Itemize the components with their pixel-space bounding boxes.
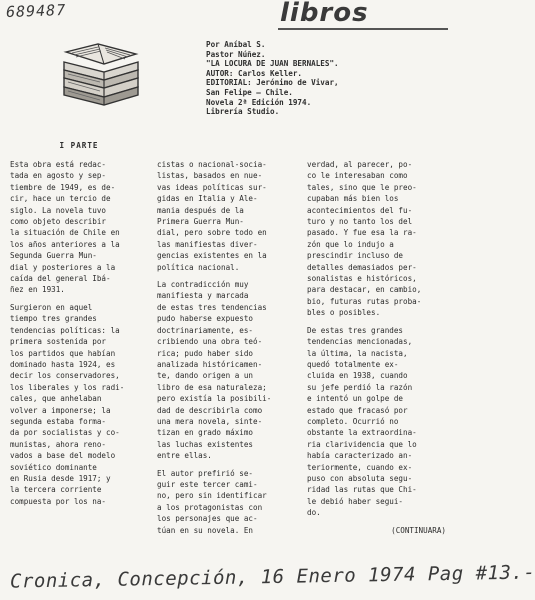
text-line: do. <box>307 508 321 518</box>
text-line: tizan en grado máximo <box>157 428 254 438</box>
text-line: la tercera corriente <box>10 485 102 495</box>
text-line: los años anteriores a la <box>10 239 120 249</box>
bibliography-line: AUTOR: Carlos Keller. <box>206 68 303 78</box>
text-line: dominado hasta 1924, es <box>10 359 116 369</box>
text-line: vas ideas políticas sur- <box>157 182 267 192</box>
stack-of-books-icon <box>58 40 144 108</box>
text-line: decir los conservadores, <box>10 371 120 381</box>
text-line: los liberales y los radi- <box>10 382 125 392</box>
bibliography-line: San Felipe — Chile. <box>206 87 293 97</box>
bibliography-line: Por Aníbal S. <box>206 40 266 49</box>
text-line: soviético dominante <box>10 462 97 472</box>
text-line: detalles demasiados per- <box>307 262 417 272</box>
text-line: turo y no tanto los del <box>307 217 413 227</box>
text-line: a los protagonistas con <box>157 502 263 512</box>
text-line: sonalistas e históricos, <box>307 274 417 284</box>
text-line: cistas o nacional-socia- <box>157 160 267 169</box>
text-line: vados a base del modelo <box>10 451 116 461</box>
text-line: segunda estaba forma- <box>10 416 107 426</box>
text-line: teriormente, cuando ex- <box>307 462 413 472</box>
text-line: De estas tres grandes <box>307 325 404 335</box>
bibliography-line: Pastor Núñez. <box>206 49 266 59</box>
text-line: en Rusia desde 1917; y <box>10 473 111 483</box>
text-line: cales, que anhelaban <box>10 394 102 404</box>
masthead <box>278 2 448 30</box>
text-line: mania después de la <box>157 205 244 215</box>
bibliography-line: "LA LOCURA DE JUAN BERNALES". <box>206 59 339 69</box>
text-line: verdad, al parecer, po- <box>307 160 413 169</box>
text-line: La contradicción muy <box>157 280 249 290</box>
text-line: munistas, ahora reno- <box>10 439 107 449</box>
text-line: tiempo tres grandes <box>10 314 97 324</box>
text-line: tada en agosto y sep- <box>10 171 107 181</box>
text-line: siglo. La novela tuvo <box>10 205 107 215</box>
text-line: le debió haber segui- <box>307 496 404 506</box>
text-line: dad de describirla como <box>157 405 263 415</box>
text-line: cribiendo una obra teó- <box>157 337 263 347</box>
text-line: guir este tercer cami- <box>157 479 258 489</box>
text-line: analizada históricamen- <box>157 359 263 369</box>
text-line: los personajes que ac- <box>157 514 258 524</box>
handwritten-catalog-number: 689487 <box>5 0 67 22</box>
text-line: quedó totalmente ex- <box>307 359 399 369</box>
text-line: tendencias mencionadas, <box>307 337 413 347</box>
text-line: gencias existentes en la <box>157 251 267 261</box>
continuation-note: (CONTINUARA) <box>391 525 446 535</box>
text-line: su jefe perdió la razón <box>307 382 413 392</box>
article-column-2 <box>157 159 300 536</box>
text-line: pero existía la posibili- <box>157 394 272 404</box>
text-line: volver a imponerse; la <box>10 405 111 415</box>
text-line: El autor prefirió se- <box>157 468 254 478</box>
text-line: Segunda Guerra Mun- <box>10 251 97 261</box>
text-line: una mera novela, sinte- <box>157 416 263 426</box>
text-line: Surgieron en aquel <box>10 302 93 312</box>
text-line: política nacional. <box>157 262 240 272</box>
text-line: te, dando origen a un <box>157 371 254 381</box>
text-line: tales, sino que le preo- <box>307 182 417 192</box>
bibliography-line: EDITORIAL: Jerónimo de Vivar, <box>206 78 339 88</box>
text-line: puso con absoluta segu- <box>307 473 413 483</box>
bibliography-line: Novela 2ª Edición 1974. <box>206 97 312 107</box>
text-line: ridad las rutas que Chi- <box>307 485 417 495</box>
text-line: las luchas existentes <box>157 439 254 449</box>
text-line: gidas en Italia y Ale- <box>157 194 258 204</box>
text-line: e intentó un golpe de <box>307 394 404 404</box>
text-line: dial y posteriores a la <box>10 262 116 272</box>
text-line: prescindir incluso de <box>307 251 404 261</box>
text-line: zón que lo indujo a <box>307 239 394 249</box>
text-line: tiembre de 1949, es de- <box>10 182 116 192</box>
article-column-3 <box>307 159 446 536</box>
article-column-1 <box>10 140 148 507</box>
bibliography-line: Librería Studio. <box>206 107 280 117</box>
text-line: da por socialistas y co- <box>10 428 120 438</box>
text-line: para destacar, en cambio, <box>307 285 422 295</box>
text-line: rica; pudo haber sido <box>157 348 254 358</box>
bibliographic-details <box>206 40 442 117</box>
text-line: cupaban más bien los <box>307 194 399 204</box>
text-line: no, pero sin identificar <box>157 491 267 501</box>
text-line: ñez en 1931. <box>10 285 65 295</box>
text-line: bio, futuras rutas proba- <box>307 296 422 306</box>
text-line: Esta obra está redac- <box>10 160 107 169</box>
text-line: manifiesta y marcada <box>157 291 249 301</box>
handwritten-source-note: Cronica, Concepción, 16 Enero 1974 Pag #13.- <box>9 561 535 593</box>
text-line: pudo haberse expuesto <box>157 314 254 324</box>
text-line: doctrinariamente, es- <box>157 325 254 335</box>
text-line: como objeto describir <box>10 217 107 227</box>
text-line: de estas tres tendencias <box>157 302 267 312</box>
text-line: libro de esa naturaleza; <box>157 382 267 392</box>
section-title: libros <box>280 0 369 28</box>
text-line: ria clarividencia que lo <box>307 439 417 449</box>
text-line: la situación de Chile en <box>10 228 120 238</box>
text-line: la última, la nacista, <box>307 348 408 358</box>
text-line: cluida en 1938, cuando <box>307 371 408 381</box>
text-line: estado que fracasó por <box>307 405 408 415</box>
text-line: había caracterizado an- <box>307 451 413 461</box>
text-line: tendencias políticas: la <box>10 325 120 335</box>
text-line: caída del general Ibá- <box>10 274 111 284</box>
text-line: los partidos que habían <box>10 348 116 358</box>
text-line: compuesta por los na- <box>10 496 107 506</box>
text-line: bles o posibles. <box>307 308 381 318</box>
text-line: listas, basados en nue- <box>157 171 263 181</box>
text-line: completo. Ocurrió no <box>307 416 399 426</box>
text-line: entre ellas. <box>157 451 212 461</box>
text-line: obstante la extraordina- <box>307 428 417 438</box>
text-line: co le interesaban como <box>307 171 408 181</box>
text-line: pasado. Y fue esa la ra- <box>307 228 417 238</box>
text-line: primera sostenida por <box>10 337 107 347</box>
text-line: Primera Guerra Mun- <box>157 217 244 227</box>
text-line: dial, pero sobre todo en <box>157 228 267 238</box>
text-line: túan en su novela. En <box>157 525 254 535</box>
text-line: cir, hace un tercio de <box>10 194 111 204</box>
section-heading: I PARTE <box>59 141 99 150</box>
text-line: las manifiestas diver- <box>157 239 258 249</box>
article-body <box>10 140 446 550</box>
text-line: acontecimientos del fu- <box>307 205 413 215</box>
